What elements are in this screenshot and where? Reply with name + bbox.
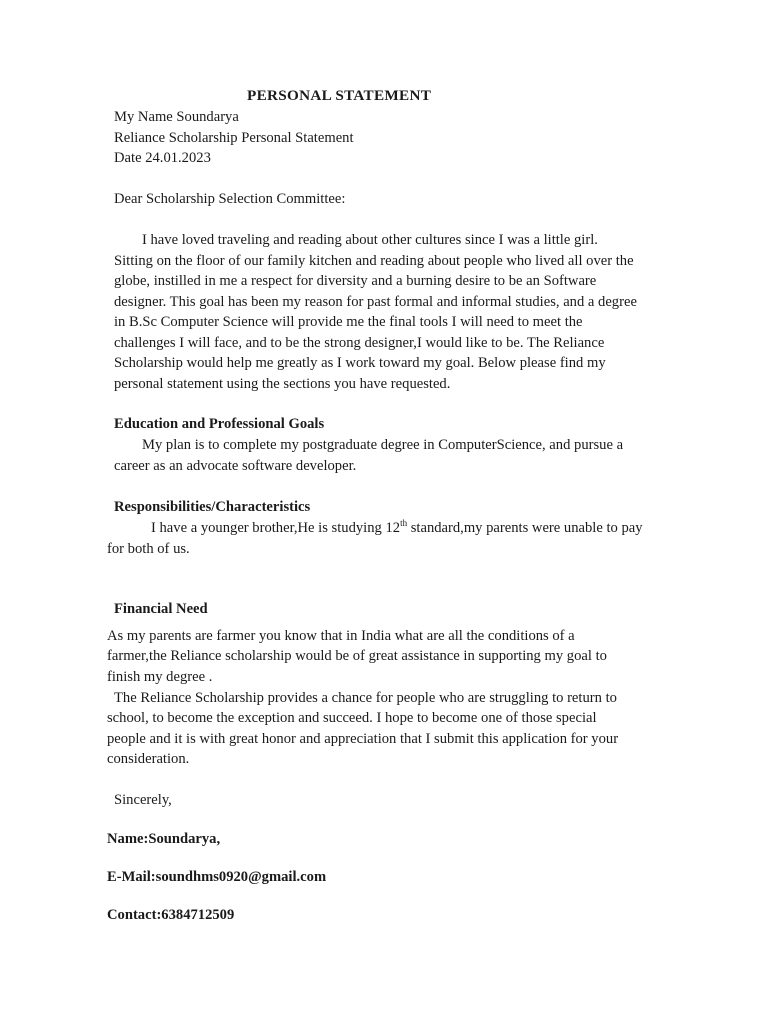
responsibilities-line: [151, 518, 643, 538]
financial-line: The Reliance Scholarship provides a chance for people who are struggling to return to: [114, 690, 617, 706]
responsibilities-text-after: standard,my parents were unable to pay: [407, 520, 643, 536]
intro-line: in B.Sc Computer Science will provide me the final tools I will need to meet the: [114, 314, 583, 330]
education-line: career as an advocate software developer.: [114, 458, 357, 474]
page-title: PERSONAL STATEMENT: [247, 87, 432, 104]
financial-heading: Financial Need: [114, 601, 208, 617]
signature-contact: Contact:6384712509: [107, 907, 235, 923]
responsibilities-line: for both of us.: [107, 541, 190, 557]
education-heading: Education and Professional Goals: [114, 416, 325, 432]
intro-line: personal statement using the sections you have requested.: [114, 376, 451, 392]
signature-name: Name:Soundarya,: [107, 831, 221, 847]
header-date-line: Date 24.01.2023: [114, 150, 211, 166]
intro-line: challenges I will face, and to be the strong designer,I would like to be. The Reliance: [114, 335, 605, 351]
salutation: Dear Scholarship Selection Committee:: [114, 191, 346, 207]
intro-line: Sitting on the floor of our family kitchen and reading about people who lived all over the: [114, 253, 634, 269]
financial-line: farmer,the Reliance scholarship would be of great assistance in supporting my goal to: [107, 648, 607, 664]
signature-email: E-Mail:soundhms0920@gmail.com: [107, 869, 327, 885]
closing: Sincerely,: [114, 792, 172, 808]
responsibilities-text-before: I have a younger brother,He is studying 12: [151, 520, 401, 536]
intro-line: designer. This goal has been my reason for past formal and informal studies, and a degree: [114, 294, 637, 310]
financial-line: people and it is with great honor and appreciation that I submit this application for your: [107, 731, 619, 747]
intro-line: globe, instilled in me a respect for diversity and a burning desire to be an Software: [114, 273, 597, 289]
intro-line: I have loved traveling and reading about other cultures since I was a little girl.: [142, 232, 598, 248]
header-name-line: My Name Soundarya: [114, 109, 239, 125]
financial-line: As my parents are farmer you know that in India what are all the conditions of a: [107, 628, 575, 644]
header-subject-line: Reliance Scholarship Personal Statement: [114, 130, 354, 146]
responsibilities-heading: Responsibilities/Characteristics: [114, 499, 311, 515]
ordinal-suffix: th: [400, 518, 408, 528]
financial-line: consideration.: [107, 751, 190, 767]
intro-line: Scholarship would help me greatly as I work toward my goal. Below please find my: [114, 355, 606, 371]
financial-line: school, to become the exception and succeed. I hope to become one of those special: [107, 710, 597, 726]
financial-line: finish my degree .: [107, 669, 213, 685]
education-line: My plan is to complete my postgraduate degree in ComputerScience, and pursue a: [142, 437, 624, 453]
